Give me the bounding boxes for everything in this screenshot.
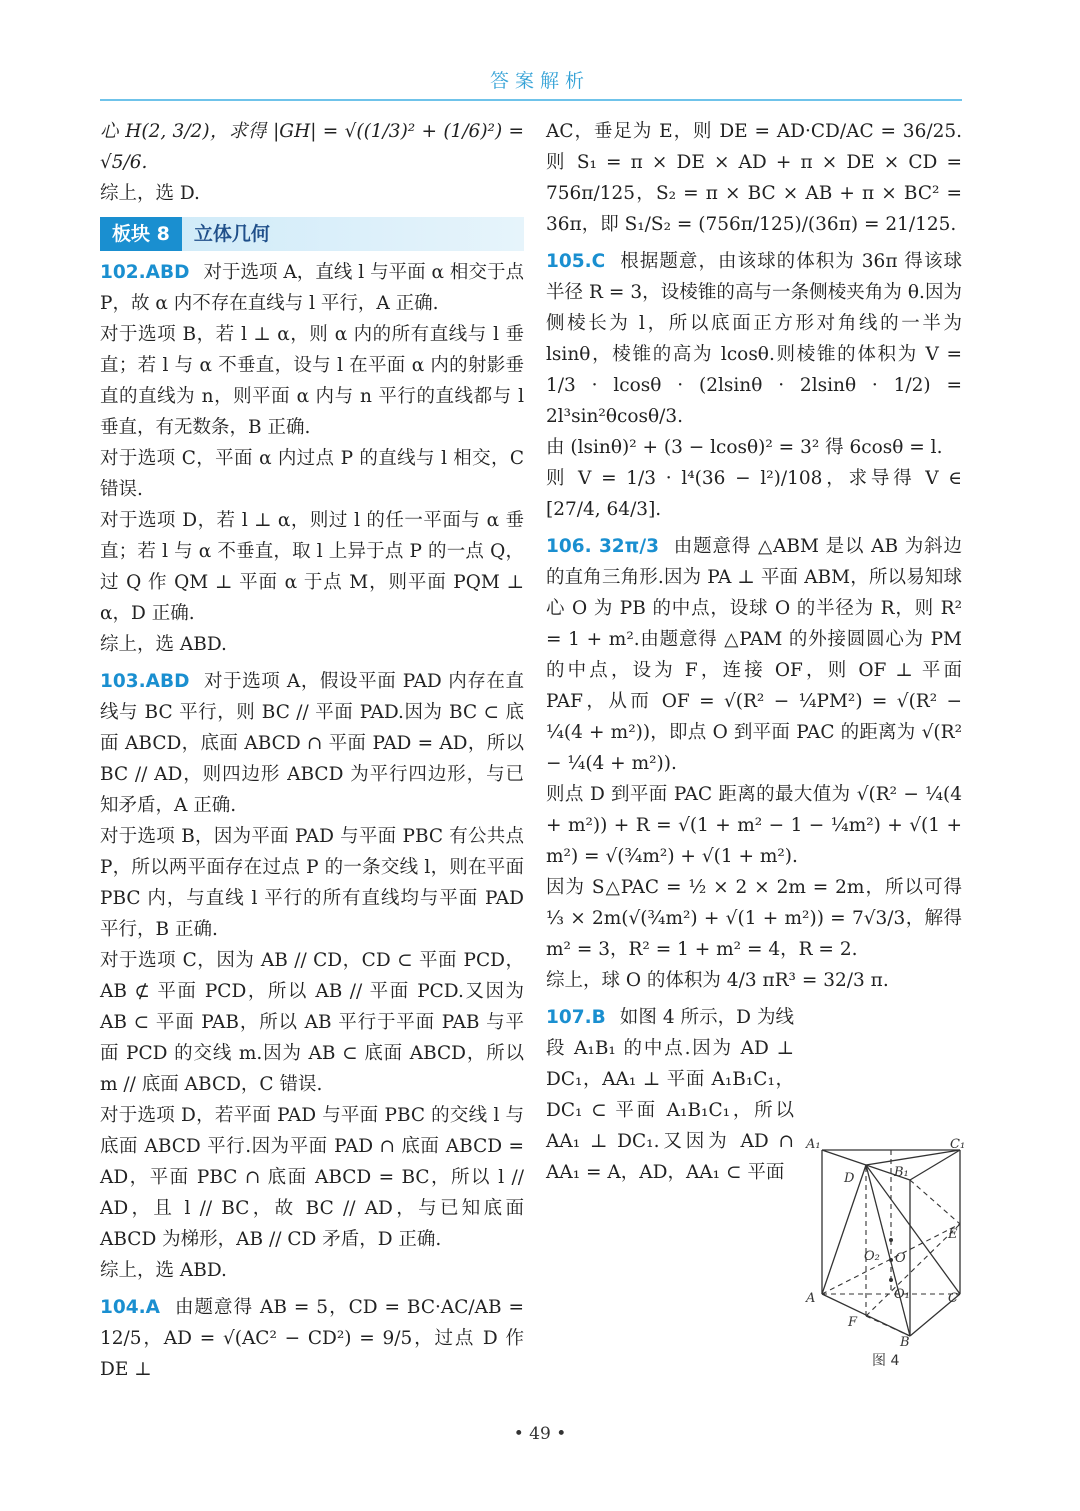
solution-list-right (546, 116, 962, 996)
section-title: 立体几何 (193, 222, 270, 245)
solution-text: 对于选项 C，因为 AB // CD，CD ⊂ 平面 PCD，AB ⊄ 平面 PCD，所以 AB // 平面 PCD.又因为 AB ⊂ 平面 PAB，所以 AB 平行于平面 PAB 与平面 PCD 的交线 m.因为 AB ⊂ 底面 ABCD，所以 m // 底面 ABCD，C 错误. (100, 950, 524, 1095)
answer-label: 105.C (546, 251, 606, 272)
figure-label: O (895, 1251, 906, 1266)
figure-label: B (900, 1335, 910, 1350)
solution-text: 如图 4 所示，D 为线段 A₁B₁ 的中点.因为 AD ⊥ DC₁，AA₁ ⊥ 平面 A₁B₁C₁，DC₁ ⊂ 平面 A₁B₁C₁，所以 AA₁ ⊥ DC₁.又因为 AD ∩ AA₁ = A，AD，AA₁ ⊂ 平面 (546, 1007, 794, 1183)
solution-paragraph (100, 443, 524, 505)
solution-text: 由题意得 AB = 5，CD = BC·AC/AB = 12/5，AD = √(AC² − CD²) = 9/5，过点 D 作 DE ⊥ (100, 1297, 524, 1380)
section-header (100, 217, 524, 251)
solution-text: 综上，选 ABD. (100, 1260, 227, 1281)
page-number: • 49 • (513, 1424, 567, 1444)
solution-paragraph (546, 872, 962, 965)
solution-paragraph (546, 432, 962, 463)
solution-text: 由题意得 △ABM 是以 AB 为斜边的直角三角形.因为 PA ⊥ 平面 ABM，所以易知球心 O 为 PB 的中点，设球 O 的半径为 R，则 R² = 1 + m².由题意得 △PAM 的外接圆圆心为 PM 的中点，设为 F，连接 OF，则 OF ⊥ 平面 PAF，从而 OF = √(R² − ¼PM²) = √(R² − ¼(4 + m²))，即点 O 到平面 PAC 的距离为 √(R² − ¼(4 + m²)). (546, 536, 963, 774)
solution-paragraph (100, 1255, 524, 1286)
answer-label: 104.A (100, 1297, 160, 1318)
solution-paragraph (546, 1002, 794, 1188)
solution-paragraph (100, 666, 524, 821)
solution-paragraph (546, 463, 962, 525)
figure-label: A₁ (806, 1137, 821, 1152)
figure-label: F (848, 1315, 858, 1330)
solution-paragraph (100, 629, 524, 660)
solution-text: 则点 D 到平面 PAC 距离的最大值为 √(R² − ¼(4 + m²)) + R = √(1 + m² − 1 − ¼m²) + √(1 + m²) = √(¾m²) + √(1 + m²). (546, 784, 962, 867)
solution-text: 综上，选 ABD. (100, 634, 227, 655)
paragraph: 心 H(2, 3/2)，求得 |GH| = √((1/3)² + (1/6)²) = √5/6. (100, 121, 524, 173)
solution-text: 因为 S△PAC = ½ × 2 × 2m = 2m，所以可得 ⅓ × 2m(√(¾m²) + √(1 + m²)) = 7√3/3，解得 m² = 3，R² = 1 + m² = 4，R = 2. (546, 877, 962, 960)
solution-paragraph (100, 821, 524, 945)
solution-paragraph (100, 505, 524, 629)
solution-paragraph (100, 1292, 524, 1385)
solution-paragraph (100, 257, 524, 319)
solution-text: 综上，球 O 的体积为 4/3 πR³ = 32/3 π. (546, 970, 889, 991)
right-column (546, 116, 962, 1188)
solution-text: 则 V = 1/3 · l⁴(36 − l²)/108，求导得 V ∈ [27/4, 64/3]. (546, 468, 962, 520)
solution-paragraph (546, 779, 962, 872)
left-column (100, 116, 524, 1385)
answer-label: 102.ABD (100, 262, 190, 283)
section-badge: 板块 8 (100, 217, 182, 251)
figure-label: O₂ (864, 1249, 880, 1264)
solution-paragraph (546, 116, 962, 240)
solution-list-left (100, 257, 524, 1385)
solution-list-narrow (546, 1002, 794, 1188)
solution-text: 对于选项 C，平面 α 内过点 P 的直线与 l 相交，C 错误. (100, 448, 524, 500)
solution-text: 对于选项 B，若 l ⊥ α，则 α 内的所有直线与 l 垂直；若 l 与 α 不垂直，设与 l 在平面 α 内的射影垂直的直线为 n，则平面 α 内与 n 平行的直线都与 l 垂直，有无数条，B 正确. (100, 324, 524, 438)
header-title: 答案解析 (489, 70, 590, 92)
answer-label: 106. 32π/3 (546, 536, 659, 557)
figure-label: A (806, 1291, 816, 1306)
figure-label: D (844, 1171, 855, 1186)
figure-label: B₁ (894, 1165, 909, 1180)
solution-paragraph (100, 945, 524, 1100)
figure-label: C₁ (950, 1137, 966, 1152)
figure-label: E (948, 1227, 958, 1242)
figure-caption: 图 4 (872, 1353, 900, 1369)
figure-label: O₁ (894, 1287, 910, 1302)
solution-text: 对于选项 A，假设平面 PAD 内存在直线与 BC 平行，则 BC // 平面 PAD.因为 BC ⊂ 底面 ABCD，底面 ABCD ∩ 平面 PAD = AD，所以 BC // AD，则四边形 ABCD 为平行四边形，与已知矛盾，A 正确. (100, 671, 524, 816)
answer-label: 103.ABD (100, 671, 190, 692)
solution-paragraph (546, 965, 962, 996)
answer-label: 107.B (546, 1007, 606, 1028)
header-divider (100, 99, 962, 101)
solution-text: 根据题意，由该球的体积为 36π 得该球半径 R = 3，设棱锥的高与一条侧棱夹角为 θ.因为侧棱长为 l，所以底面正方形对角线的一半为 lsinθ，棱锥的高为 lcosθ.则棱锥的体积为 V = 1/3 · lcosθ · (2lsinθ · 2lsinθ · 1/2) = 2l³sin²θcosθ/3. (546, 251, 962, 427)
solution-paragraph (546, 246, 962, 432)
solution-paragraph (546, 531, 962, 779)
solution-text: 对于选项 B，因为平面 PAD 与平面 PBC 有公共点 P，所以两平面存在过点 P 的一条交线 l，则在平面 PBC 内，与直线 l 平行的所有直线均与平面 PAD 平行，B 正确. (100, 826, 524, 940)
paragraph: 综上，选 D. (100, 183, 200, 204)
solution-text: 对于选项 D，若平面 PAD 与平面 PBC 的交线 l 与底面 ABCD 平行.因为平面 PAD ∩ 底面 ABCD = AD，平面 PBC ∩ 底面 ABCD = BC，所以 l // AD，且 l // BC，故 BC // AD，与已知底面 ABCD 为梯形，AB // CD 矛盾，D 正确. (100, 1105, 524, 1250)
solution-paragraph (100, 1100, 524, 1255)
solution-text: 由 (lsinθ)² + (3 − lcosθ)² = 3² 得 6cosθ = l. (546, 437, 943, 458)
solution-text: AC，垂足为 E，则 DE = AD·CD/AC = 36/25.则 S₁ = π × DE × AD + π × DE × CD = 756π/125，S₂ = π × BC × AB + π × BC² = 36π，即 S₁/S₂ = (756π/125)/(36π) = 21/125. (546, 121, 962, 235)
solution-paragraph (100, 319, 524, 443)
solution-text: 对于选项 D，若 l ⊥ α，则过 l 的任一平面与 α 垂直；若 l 与 α 不垂直，取 l 上异于点 P 的一点 Q，过 Q 作 QM ⊥ 平面 α 于点 M，则平面 PQM ⊥ α，D 正确. (100, 510, 524, 624)
figure-label: C (948, 1291, 958, 1306)
solution-text: 对于选项 A，直线 l 与平面 α 相交于点 P，故 α 内不存在直线与 l 平行，A 正确. (100, 262, 524, 314)
prism-figure (800, 1136, 970, 1372)
